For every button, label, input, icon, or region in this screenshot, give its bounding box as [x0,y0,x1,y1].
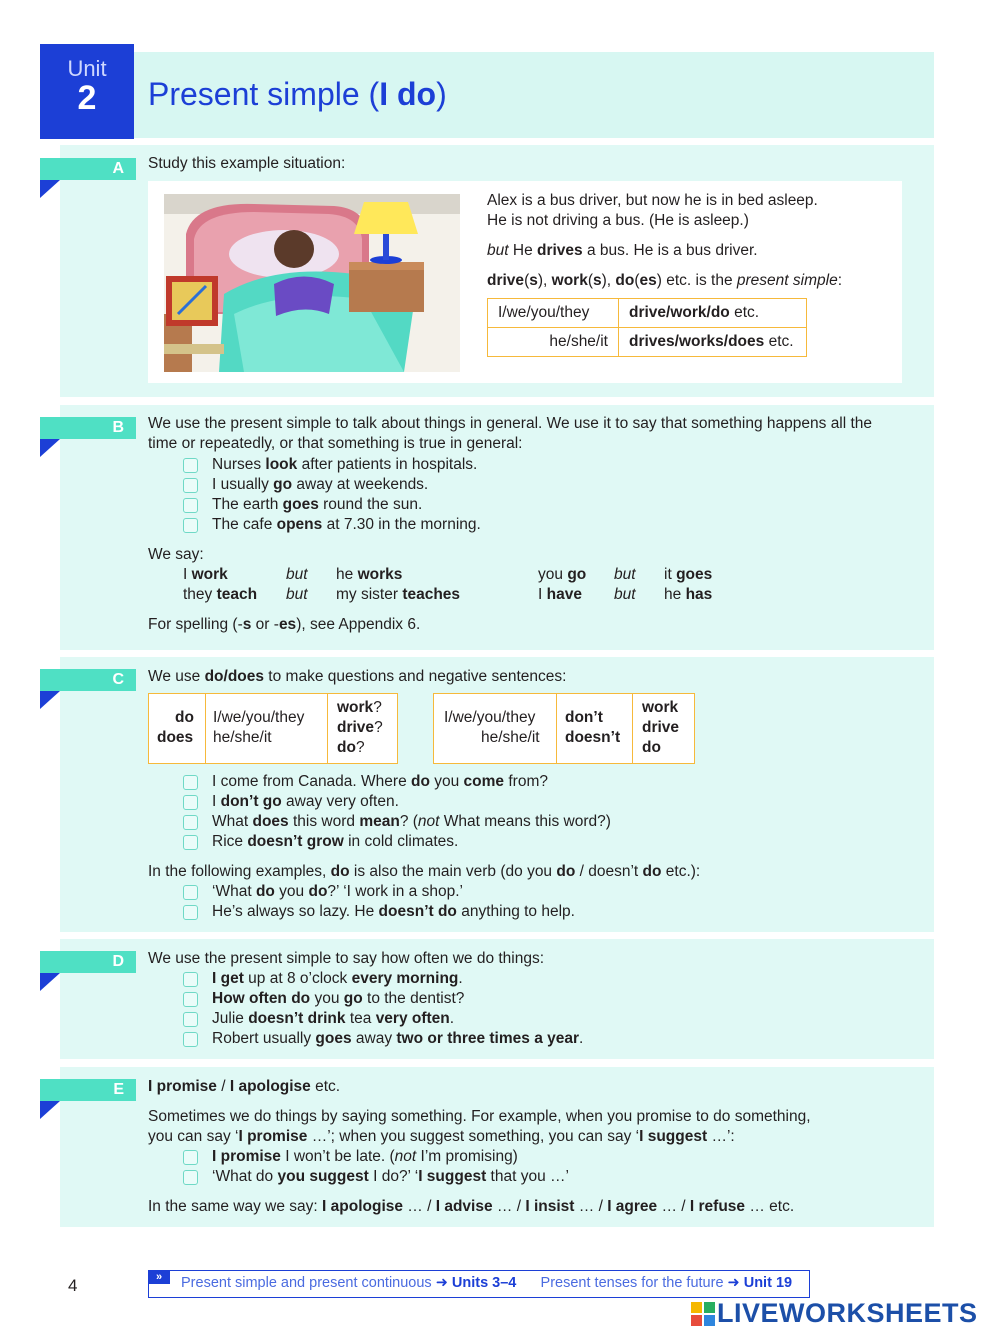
c-example-1: I come from Canada. Where do you come from? [212,773,548,790]
q-verb-2: drive? [337,719,383,736]
bullet-icon [183,992,198,1007]
pair-but: but [614,586,636,603]
table-cell-verbs: drives/works/does etc. [619,328,807,357]
q-aux-does: does [157,729,194,746]
b-spelling: For spelling (-s or -es), see Appendix 6. [148,616,421,633]
q-verb-1: work? [337,699,382,716]
cross-reference-box [148,1270,810,1298]
pair-b: he has [664,586,713,603]
section-b-flag [40,439,60,457]
c-example-4: Rice doesn’t grow in cold climates. [212,833,459,850]
d-example-3: Julie doesn’t drink tea very often. [212,1010,455,1027]
q-aux-do: do [175,709,194,726]
n-subj-2: he/she/it [481,729,540,746]
pair-b: it goes [664,566,713,583]
section-d-flag [40,973,60,991]
bullet-icon [183,885,198,900]
c-example-2: I don’t go away very often. [212,793,399,810]
d-example-2: How often do you go to the dentist? [212,990,465,1007]
double-chevron-icon: » [148,1270,170,1284]
bullet-icon [183,815,198,830]
pair-a: they teach [183,586,258,603]
section-e-tab: E [40,1079,136,1101]
pair-b: he works [336,566,403,583]
bullet-icon [183,972,198,987]
unit-badge [40,44,134,139]
bullet-icon [183,795,198,810]
bullet-icon [183,905,198,920]
a-line-1: Alex is a bus driver, but now he is in bed asleep. [487,192,818,209]
divider [556,694,557,763]
section-d-tab: D [40,951,136,973]
n-aux-1: don’t [565,709,603,726]
n-verb-3: do [642,739,661,756]
bullet-icon [183,1170,198,1185]
d-example-1: I get up at 8 o’clock every morning. [212,970,463,987]
divider [632,694,633,763]
bullet-icon [183,518,198,533]
bullet-icon [183,458,198,473]
link-units-3-4[interactable]: Present simple and present continuous ➜ Units 3–4 [181,1275,517,1291]
e-example-2: ‘What do you suggest I do?’ ‘I suggest that you …’ [212,1168,569,1185]
bullet-icon [183,775,198,790]
pair-a: you go [538,566,587,583]
e-line-2: you can say ‘I promise …’; when you suggest something, you can say ‘I suggest …’: [148,1128,735,1145]
q-subj-1: I/we/you/they [213,709,305,726]
liveworksheets-logo [691,1300,991,1330]
liveworksheets-wordmark: LIVEWORKSHEETS [717,1298,978,1328]
c-example-3: What does this word mean? (not What means this word?) [212,813,611,830]
a-line-3: but He drives a bus. He is a bus driver. [487,242,758,259]
e-heading: I promise / I apologise etc. [148,1078,341,1095]
bullet-icon [183,478,198,493]
question-table [148,693,398,764]
pair-but: but [614,566,636,583]
section-b-tab: B [40,417,136,439]
c-main-verb: In the following examples, do is also the main verb (do you do / doesn’t do etc.): [148,863,701,880]
unit-number: 2 [77,79,97,117]
pair-b: my sister teaches [336,586,461,603]
pair-a: I have [538,586,582,603]
c-intro: We use do/does to make questions and negative sentences: [148,668,567,685]
c-example-6: He’s always so lazy. He doesn’t do anything to help. [212,903,575,920]
divider [205,694,206,763]
title-bar [134,52,934,138]
e-last-line: In the same way we say: I apologise … / I advise … / I insist … / I agree … / I refuse … etc. [148,1198,795,1215]
b-example-2: I usually go away at weekends. [212,476,429,493]
page-title: Present simple (I do) [148,76,447,112]
bullet-icon [183,1012,198,1027]
unit-word: Unit [67,56,107,81]
present-simple-table [487,298,807,357]
b-we-say: We say: [148,546,204,563]
n-subj-1: I/we/you/they [444,709,536,726]
section-c-flag [40,691,60,709]
cross-reference-text [181,1275,792,1291]
section-e-flag [40,1101,60,1119]
b-example-3: The earth goes round the sun. [212,496,423,513]
section-a-intro: Study this example situation: [148,155,346,172]
liveworksheets-logo-icon [691,1302,715,1326]
pair-but: but [286,586,308,603]
a-line-2: He is not driving a bus. (He is asleep.) [487,212,749,229]
pair-a: I work [183,566,228,583]
link-unit-19[interactable]: Present tenses for the future ➜ Unit 19 [540,1275,793,1291]
b-example-4: The cafe opens at 7.30 in the morning. [212,516,481,533]
divider [327,694,328,763]
d-example-4: Robert usually goes away two or three times a year. [212,1030,584,1047]
table-cell-verbs: drive/work/do etc. [619,299,807,328]
section-a-flag [40,180,60,198]
table-cell-subject: he/she/it [488,328,619,357]
bullet-icon [183,835,198,850]
a-line-4: drive(s), work(s), do(es) etc. is the present simple: [487,272,842,289]
page-number: 4 [68,1276,78,1295]
bullet-icon [183,498,198,513]
pair-but: but [286,566,308,583]
n-verb-1: work [642,699,679,716]
b-line-1: We use the present simple to talk about things in general. We use it to say that something happens all the [148,415,873,432]
negative-table [433,693,695,764]
bullet-icon [183,1150,198,1165]
n-verb-2: drive [642,719,680,736]
q-verb-3: do? [337,739,365,756]
b-example-1: Nurses look after patients in hospitals. [212,456,478,473]
section-a-tab: A [40,158,136,180]
table-row [488,328,807,357]
bullet-icon [183,1032,198,1047]
c-example-5: ‘What do you do?’ ‘I work in a shop.’ [212,883,463,900]
q-subj-2: he/she/it [213,729,272,746]
man-asleep-in-bed-illustration [164,194,460,372]
b-line-2: time or repeatedly, or that something is true in general: [148,435,523,452]
table-cell-subject: I/we/you/they [488,299,619,328]
n-aux-2: doesn’t [565,729,621,746]
d-intro: We use the present simple to say how often we do things: [148,950,545,967]
section-c-tab: C [40,669,136,691]
e-example-1: I promise I won’t be late. (not I’m promising) [212,1148,518,1165]
table-row [488,299,807,328]
e-line-1: Sometimes we do things by saying something. For example, when you promise to do something, [148,1108,811,1125]
